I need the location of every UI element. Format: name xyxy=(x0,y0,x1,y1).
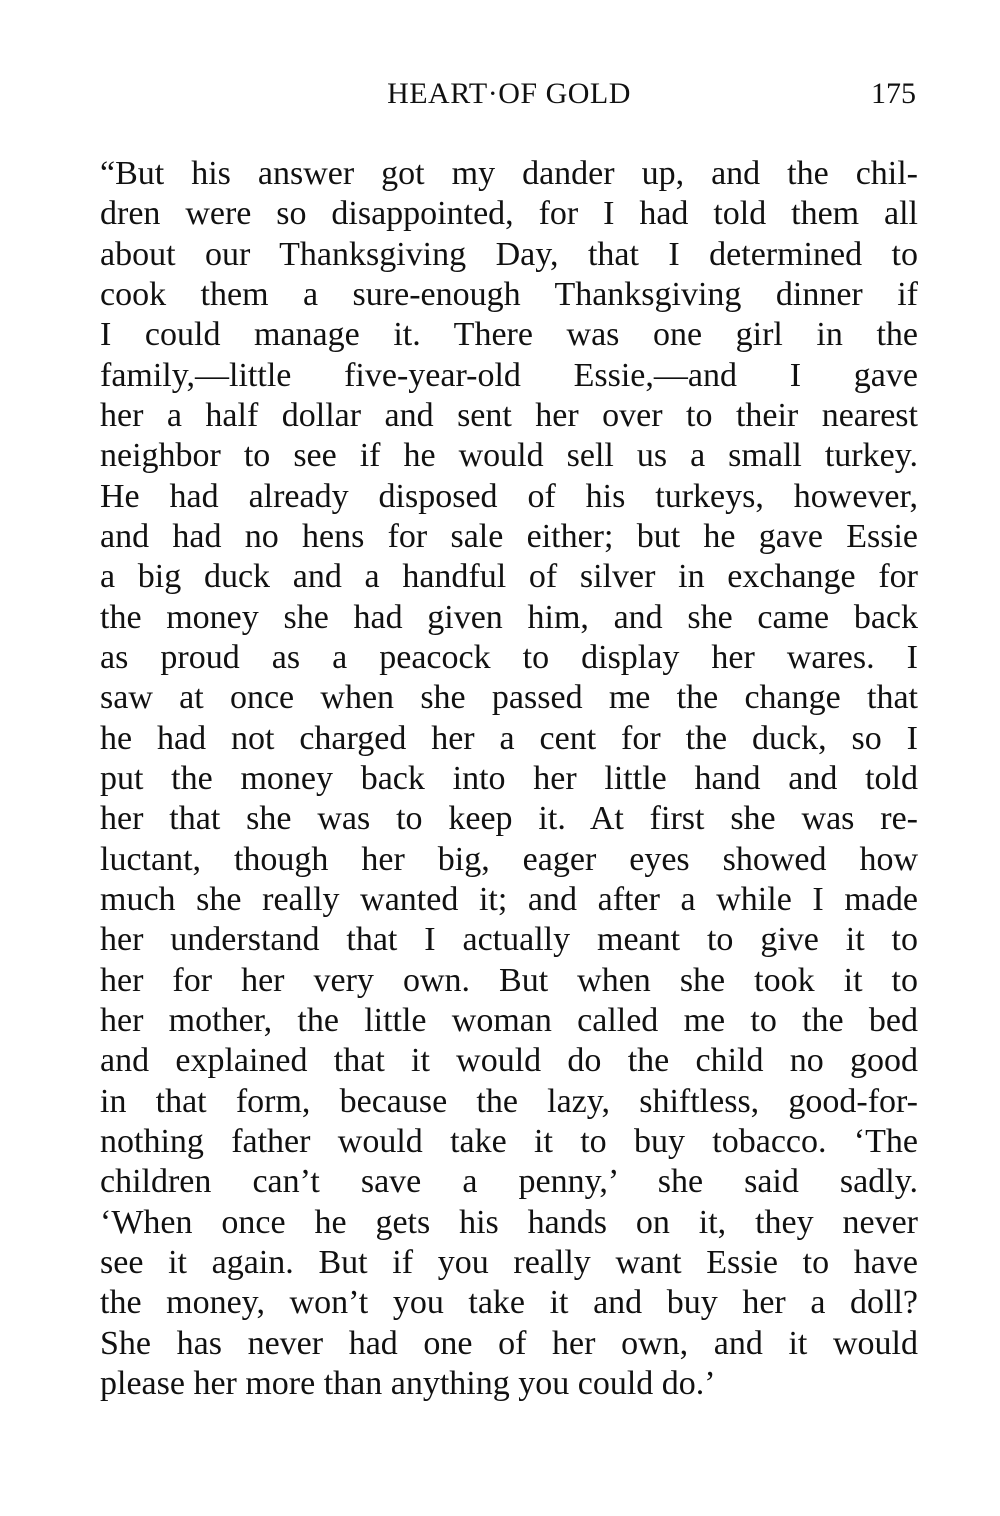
text-line: and explained that it would do the child no good xyxy=(100,1042,918,1080)
text-line: much she really wanted it; and after a while I made xyxy=(100,880,918,918)
text-line: her for her very own. But when she took it to xyxy=(100,961,918,999)
text-line: the money, won’t you take it and buy her a doll? xyxy=(100,1284,918,1322)
text-line: see it again. But if you really want Essie to have xyxy=(100,1243,918,1281)
text-line: I could manage it. There was one girl in the xyxy=(100,316,918,354)
text-line: please her more than anything you could do.’ xyxy=(100,1364,716,1402)
text-line: luctant, though her big, eager eyes showed how xyxy=(100,840,918,878)
text-line: “But his answer got my dander up, and the chil- xyxy=(100,155,918,192)
text-line: nothing father would take it to buy tobacco. ‘The xyxy=(100,1122,918,1160)
text-line: saw at once when she passed me the change that xyxy=(100,679,918,717)
text-line: in that form, because the lazy, shiftless, good-for- xyxy=(100,1082,918,1120)
body-text xyxy=(100,154,918,1404)
text-line: neighbor to see if he would sell us a small turkey. xyxy=(100,437,918,475)
text-line: and had no hens for sale either; but he gave Essie xyxy=(100,517,918,555)
text-line: about our Thanksgiving Day, that I determined to xyxy=(100,235,918,273)
text-line: as proud as a peacock to display her wares. I xyxy=(100,638,918,676)
page-number: 175 xyxy=(871,77,916,110)
text-line: He had already disposed of his turkeys, however, xyxy=(100,477,918,515)
running-title: HEART·OF GOLD xyxy=(387,77,631,110)
text-line: her that she was to keep it. At first she was re- xyxy=(100,800,918,838)
running-head xyxy=(100,74,918,114)
text-line: a big duck and a handful of silver in exchange for xyxy=(100,558,918,596)
text-line: put the money back into her little hand and told xyxy=(100,759,918,797)
text-line: dren were so disappointed, for I had told them all xyxy=(100,195,918,233)
text-line: he had not charged her a cent for the duck, so I xyxy=(100,719,918,757)
text-line: She has never had one of her own, and it would xyxy=(100,1324,918,1362)
text-line: her understand that I actually meant to give it to xyxy=(100,921,918,959)
text-line: family,—little five-year-old Essie,—and I gave xyxy=(100,356,918,394)
text-line: her mother, the little woman called me to the bed xyxy=(100,1001,918,1039)
text-line: ‘When once he gets his hands on it, they never xyxy=(100,1203,918,1241)
text-line: children can’t save a penny,’ she said sadly. xyxy=(100,1163,918,1201)
text-line: cook them a sure-enough Thanksgiving dinner if xyxy=(100,275,918,313)
text-line: the money she had given him, and she came back xyxy=(100,598,918,636)
text-line: her a half dollar and sent her over to their nearest xyxy=(100,396,918,434)
